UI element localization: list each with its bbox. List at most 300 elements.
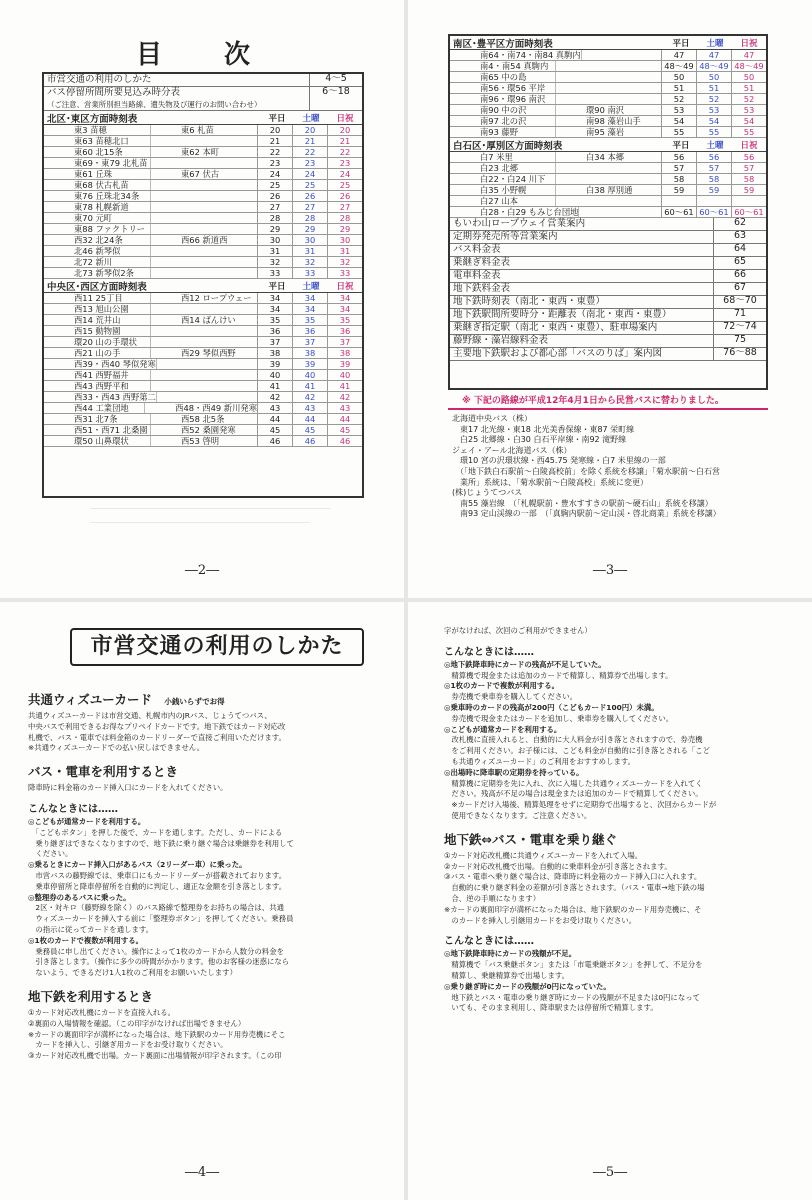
route-name: 白23 北郷: [450, 163, 556, 173]
page-weekday: 25: [257, 180, 292, 190]
page-holiday: 33: [327, 268, 362, 278]
text-line: 地下鉄とバス・電車の乗り継ぎ時にカードの残額が不足または0円になって: [444, 992, 700, 1002]
bus-heading: バス・電車を利用するとき: [28, 764, 179, 780]
page-5-body: [444, 626, 792, 1014]
route-names: [44, 403, 257, 413]
page-number: ―3―: [592, 563, 628, 578]
section-rows-south-toyohira: [450, 50, 766, 138]
page-holiday: 45: [327, 425, 362, 435]
timetable-row[interactable]: [44, 370, 362, 381]
text-line: ないよう、できるだけ1人1枚のご利用をお願いいたします）: [28, 968, 237, 978]
route-names: [450, 127, 661, 137]
toc-row[interactable]: [450, 244, 766, 257]
toc-label: 藤野線・藻岩線料金表: [453, 334, 549, 346]
page-saturday: 30: [292, 235, 327, 245]
page-weekday: 51: [661, 83, 696, 93]
page-weekday: [661, 196, 696, 206]
page-holiday: 39: [327, 359, 362, 369]
toc-page: 67: [713, 283, 766, 295]
text-line: ①カード対応改札機に共通ウィズユーカードを入れて入場。: [444, 850, 643, 860]
text-line: ◎1枚のカードで複数が利用する。: [444, 681, 560, 691]
toc-row[interactable]: 市営交通の利用のしかた 4～5: [44, 74, 362, 87]
when-text: [444, 660, 792, 822]
page-weekday: 42: [257, 392, 292, 402]
route-name: [582, 50, 661, 60]
section-header-north-east: 北区･東区方面時刻表 平日 土曜 日祝: [44, 111, 362, 125]
route-name: [157, 359, 257, 369]
timetable-row[interactable]: [44, 191, 362, 202]
section-rows-central-west: [44, 293, 362, 447]
usage-title: 市営交通の利用のしかた: [70, 628, 364, 666]
page-holiday: 37: [327, 337, 362, 347]
route-names: [44, 147, 257, 157]
page-saturday: 23: [292, 158, 327, 168]
page-weekday: 33: [257, 268, 292, 278]
text-line: 乗務員に申し出てください。操作によって1枚のカードから人数分の料金を: [28, 946, 284, 956]
route-name: 西51・西71 北桑園: [44, 425, 151, 435]
toc-page: 63: [713, 231, 766, 243]
text-line: も共通ウィズユーカード」のご利用をおすすめします。: [444, 756, 636, 766]
toc-label: 乗継ぎ指定駅（南北・東西・東豊）、駐車場案内: [453, 321, 658, 333]
text-line: 乗り継ぎはできなくなりますので、地下鉄に乗り継ぐ場合は乗継券を利用して: [28, 838, 294, 848]
toc-page: 68～70: [713, 296, 766, 308]
route-name: [151, 213, 257, 223]
page-weekday: 30: [257, 235, 292, 245]
route-names: [44, 213, 257, 223]
page-holiday: 52: [731, 94, 766, 104]
subway-text: [28, 1008, 368, 1062]
page-holiday: 40: [327, 370, 362, 380]
toc-row[interactable]: [450, 322, 766, 335]
page-weekday: 21: [257, 136, 292, 146]
page-saturday: [696, 196, 731, 206]
route-name: [151, 246, 257, 256]
text-line: ◎こどもが通常カードを利用する。: [444, 724, 562, 734]
transfer-text: [444, 851, 792, 927]
timetable-row[interactable]: [44, 235, 362, 246]
route-names: [450, 152, 661, 162]
route-name: 北46 新琴似: [44, 246, 151, 256]
route-name: 白27 山本: [450, 196, 556, 206]
route-name: 南98 藻岩山手: [586, 116, 641, 126]
page-weekday: 20: [257, 125, 292, 135]
route-names: [450, 196, 661, 206]
route-name: 西66 新道西: [181, 235, 228, 245]
page-holiday: 34: [327, 304, 362, 314]
toc-row[interactable]: [450, 335, 766, 348]
timetable-row[interactable]: [44, 125, 362, 136]
text-line: いても、そのまま利用し、降車駅または停留所で精算します。: [444, 1003, 658, 1013]
page-saturday: 60～61: [696, 207, 731, 217]
timetable-row[interactable]: [450, 127, 766, 138]
timetable-row[interactable]: [44, 381, 362, 392]
route-name: 北72 新川: [44, 257, 151, 267]
text-line: 精算機に定期券を先に入れ、次に入場した共通ウィズユーカードを入れてく: [444, 778, 703, 788]
toc-label: 定期券発売所等営業案内: [453, 230, 558, 242]
text-line: ※共通ウィズユーカードでの払い戻しはできません。: [28, 743, 205, 753]
route-names: [44, 158, 257, 168]
timetable-row[interactable]: [44, 224, 362, 235]
page-saturday: 41: [292, 381, 327, 391]
toc-row[interactable]: [450, 270, 766, 283]
route-name: 西39・西40 琴似発寒: [44, 359, 157, 369]
route-name: 西29 琴似西野: [181, 348, 236, 358]
page-holiday: 51: [731, 83, 766, 93]
page-weekday: 34: [257, 293, 292, 303]
timetable-row[interactable]: [44, 257, 362, 268]
timetable-row[interactable]: [44, 304, 362, 315]
toc-row[interactable]: [450, 309, 766, 322]
page-holiday: 46: [327, 436, 362, 446]
route-name: [556, 94, 661, 104]
route-name: 白7 米里: [450, 152, 556, 162]
timetable-row[interactable]: [44, 425, 362, 436]
card-text: [28, 711, 368, 754]
page-weekday: 34: [257, 304, 292, 314]
route-name: 南93 藤野: [450, 127, 556, 137]
route-name: 東60 北15条: [44, 147, 151, 157]
timetable-row[interactable]: [44, 202, 362, 213]
section-header-central-west: 中央区･西区方面時刻表 平日 土曜 日祝: [44, 279, 362, 293]
route-names: [450, 83, 661, 93]
text-line: ◎こどもが通常カードを利用する。: [28, 816, 146, 826]
page-holiday: 20: [327, 125, 362, 135]
timetable-row[interactable]: [450, 94, 766, 105]
route-name: 西53 啓明: [181, 436, 220, 446]
page-saturday: 33: [292, 268, 327, 278]
page-holiday: 53: [731, 105, 766, 115]
text-line: 2区・対キロ（藤野線を除く）のバス路線で整理券をお持ちの場合は、共通: [28, 903, 284, 913]
page-saturday: 53: [696, 105, 731, 115]
route-name: 環20 山の手環状: [44, 337, 151, 347]
route-names: [44, 348, 257, 358]
route-name: [151, 180, 257, 190]
toc-label: 地下鉄駅間所要時分・距離表（南北・東西・東豊）: [453, 308, 672, 320]
toc-label: 主要地下鉄駅および都心部「バスのりば」案内図: [453, 347, 663, 359]
toc-page: 64: [713, 244, 766, 256]
timetable-row[interactable]: [44, 326, 362, 337]
timetable-row[interactable]: [44, 436, 362, 447]
timetable-row[interactable]: [450, 83, 766, 94]
timetable-row[interactable]: [44, 180, 362, 191]
text-line: ◎1枚のカードで複数が利用する。: [28, 935, 144, 945]
route-names: [450, 72, 661, 82]
page-saturday: 56: [696, 152, 731, 162]
route-name: [151, 257, 257, 267]
page-saturday: 35: [292, 315, 327, 325]
page-weekday: 60～61: [661, 207, 696, 217]
page-weekday: 38: [257, 348, 292, 358]
toc-label: 地下鉄時刻表（南北・東西・東豊）: [453, 295, 606, 307]
timetable-row[interactable]: [450, 116, 766, 127]
page-holiday: 59: [731, 185, 766, 195]
timetable-row[interactable]: [44, 392, 362, 403]
text-line: ②カード対応改札機で出場。自動的に乗車料金が引き落とされます。: [444, 861, 672, 871]
page-saturday: 27: [292, 202, 327, 212]
route-name: 東88 ファクトリー: [44, 224, 151, 234]
route-name: 西58 北5条: [181, 414, 225, 424]
text-line: カードを挿入し、引継ぎ用カードをお受け取りください。: [28, 1040, 228, 1050]
text-line: 共通ウィズユーカードは市営交通、札幌市内のJRバス、じょうてつバス、: [28, 711, 272, 720]
route-name: 白38 厚別通: [586, 185, 633, 195]
page-saturday: 48～49: [696, 61, 731, 71]
timetable-row[interactable]: [44, 246, 362, 257]
when-text: [28, 817, 368, 979]
timetable-row[interactable]: [44, 348, 362, 359]
route-names: [44, 414, 257, 424]
timetable-row[interactable]: [44, 359, 362, 370]
route-names: [44, 169, 257, 179]
route-name: 環90 南沢: [586, 105, 625, 115]
route-transfer-notice: ※ 下記の路線が平成12年4月1日から民営バスに替わりました。: [462, 396, 724, 406]
page-weekday: 36: [257, 326, 292, 336]
page-holiday: 31: [327, 246, 362, 256]
text-line: ②裏面の入場情報を確認。（この印字がなければ出場できません）: [28, 1018, 246, 1028]
page-holiday: 44: [327, 414, 362, 424]
when-heading: こんなときには……: [444, 936, 534, 948]
toc-page: 71: [713, 309, 766, 321]
route-name: [151, 268, 257, 278]
route-name: 白28・白29 もみじ台団地: [450, 207, 579, 217]
page-holiday: 29: [327, 224, 362, 234]
text-line: 改札機に直接入れると、自動的に大人料金が引き落とされますので、券売機: [444, 735, 703, 745]
route-names: [44, 293, 257, 303]
section-header-south-toyohira: 南区･豊平区方面時刻表 平日 土曜 日祝: [450, 36, 766, 50]
page-weekday: 48～49: [661, 61, 696, 71]
page-holiday: 35: [327, 315, 362, 325]
page-saturday: 59: [696, 185, 731, 195]
route-name: 東67 伏古: [181, 169, 220, 179]
text-line: 乗車停留所と降車停留所を自動的に判定し、適正な金額を引き落とします。: [28, 881, 287, 891]
page-holiday: 34: [327, 293, 362, 303]
route-name: 南95 藻岩: [586, 127, 625, 137]
route-name: 南90 中の沢: [450, 105, 556, 115]
timetable-row[interactable]: [450, 207, 766, 218]
toc-label: 地下鉄料金表: [453, 282, 511, 294]
route-name: 南56・環56 平岸: [450, 83, 556, 93]
timetable-row[interactable]: [450, 163, 766, 174]
timetable-row[interactable]: [44, 268, 362, 279]
route-name: [151, 381, 257, 391]
route-name: 東70 元町: [44, 213, 151, 223]
text-line: のカードを挿入し引継用カードをお受け取りください。: [444, 915, 637, 925]
route-name: 西11 25丁目: [44, 293, 151, 303]
text-line: 券売機で乗車券を購入してください。: [444, 692, 578, 702]
page-saturday: 32: [292, 257, 327, 267]
route-name: 南64・南74・南84 真駒内: [450, 50, 582, 60]
route-names: [44, 337, 257, 347]
toc-page: 72～74: [713, 322, 766, 334]
toc-row[interactable]: [450, 231, 766, 244]
bus-text: 降車時に料金箱のカード挿入口にカードを入れてください。: [28, 783, 228, 793]
page-title: 目 次: [135, 40, 268, 70]
timetable-row[interactable]: [44, 403, 362, 414]
route-name: 東3 苗穂: [44, 125, 151, 135]
timetable-row[interactable]: [44, 169, 362, 180]
page-saturday: 39: [292, 359, 327, 369]
route-names: [450, 207, 661, 217]
timetable-row[interactable]: [450, 196, 766, 207]
route-name: 東76 丘珠北34条: [44, 191, 151, 201]
page-holiday: 41: [327, 381, 362, 391]
page-weekday: 52: [661, 94, 696, 104]
page-weekday: 23: [257, 158, 292, 168]
route-name: 東63 苗穂北口: [44, 136, 151, 146]
page-saturday: 34: [292, 304, 327, 314]
route-name: [151, 326, 257, 336]
route-name: [556, 61, 661, 71]
route-names: [44, 326, 257, 336]
route-name: 白34 本郷: [586, 152, 625, 162]
route-names: [450, 61, 661, 71]
page-weekday: 27: [257, 202, 292, 212]
page-weekday: 56: [661, 152, 696, 162]
page-saturday: 45: [292, 425, 327, 435]
page-saturday: 52: [696, 94, 731, 104]
route-names: [44, 191, 257, 201]
text-line: 合、逆の手順になります）: [444, 893, 541, 903]
page-holiday: 24: [327, 169, 362, 179]
route-name: 東62 本町: [181, 147, 220, 157]
route-names: [44, 180, 257, 190]
page-holiday: 56: [731, 152, 766, 162]
text-line: ③カード対応改札機で出場。カード裏面に出場情報が印字されます。（この印: [28, 1051, 282, 1061]
route-names: [44, 136, 257, 146]
timetable-row[interactable]: [450, 72, 766, 83]
route-name: 東78 札幌新道: [44, 202, 151, 212]
timetable-row[interactable]: [44, 136, 362, 147]
timetable-row[interactable]: [44, 147, 362, 158]
page-saturday: 42: [292, 392, 327, 402]
route-names: [44, 268, 257, 278]
route-name: 白22・白24 川下: [450, 174, 556, 184]
page-weekday: 39: [257, 359, 292, 369]
page-saturday: 58: [696, 174, 731, 184]
toc-page: 76～88: [713, 348, 766, 360]
text-line: 札機で、バス・電車では料金箱のカードリーダーで直接ご利用いただけます。: [28, 732, 286, 742]
text-line: 精算機で「バス乗継ボタン」または「市電乗継ボタン」を押して、不足分を: [444, 960, 703, 970]
page-weekday: 41: [257, 381, 292, 391]
timetable-row[interactable]: [44, 315, 362, 326]
page-weekday: 50: [661, 72, 696, 82]
timetable-row[interactable]: [450, 50, 766, 61]
text-line: 引き落とします。（操作に多少の時間がかかります。他のお客様の迷惑になら: [28, 957, 290, 967]
text-line: 自動的に乗り継ぎ料金の差額が引き落とされます。（バス・電車→地下鉄の場: [444, 883, 705, 893]
toc-row[interactable]: [450, 257, 766, 270]
page-weekday: 29: [257, 224, 292, 234]
page-saturday: 44: [292, 414, 327, 424]
page-holiday: 32: [327, 257, 362, 267]
text-line: ③バス・電車へ乗り継ぐ場合は、降車時に料金箱のカード挿入口に入れます。: [444, 872, 702, 882]
timetable-row[interactable]: [450, 105, 766, 116]
route-names: [44, 392, 257, 402]
toc-label: バス料金表: [453, 243, 501, 255]
timetable-row[interactable]: [44, 293, 362, 304]
page-weekday: 24: [257, 169, 292, 179]
page-holiday: 25: [327, 180, 362, 190]
route-names: [44, 315, 257, 325]
timetable-row[interactable]: [450, 174, 766, 185]
timetable-row[interactable]: [450, 61, 766, 72]
route-name: [556, 163, 661, 173]
text-line: ※カードの裏面印字が満杯になった場合は、地下鉄駅のカード用券売機に、そ: [444, 904, 702, 914]
route-name: [157, 392, 257, 402]
timetable-row[interactable]: [44, 337, 362, 348]
route-name: 西44 工業団地: [44, 403, 145, 413]
route-name: [556, 72, 661, 82]
page-saturday: 34: [292, 293, 327, 303]
page-holiday: 60～61: [731, 207, 766, 217]
timetable-row[interactable]: [44, 213, 362, 224]
route-name: 環50 山鼻環状: [44, 436, 151, 446]
when-heading: こんなときには……: [28, 803, 118, 815]
page-weekday: 46: [257, 436, 292, 446]
bleed-through: [90, 522, 310, 523]
page-weekday: 58: [661, 174, 696, 184]
text-line: ◎乗車時のカードの残高が200円（こどもカード100円）未満。: [444, 702, 659, 712]
page-saturday: 20: [292, 125, 327, 135]
toc-row[interactable]: バス停留所間所要見込み時分表 6～18: [44, 87, 362, 100]
route-name: 南4・南54 真駒内: [450, 61, 556, 71]
page-saturday: 24: [292, 169, 327, 179]
route-names: [44, 235, 257, 245]
timetable-row[interactable]: [44, 414, 362, 425]
text-line: ジェイ・アール北海道バス（株）: [452, 445, 572, 455]
page-5: [408, 602, 812, 1200]
route-name: 西43 西野平和: [44, 381, 151, 391]
page-saturday: 36: [292, 326, 327, 336]
route-names: [44, 436, 257, 446]
toc-page: 62: [713, 218, 766, 230]
page-number: ―2―: [184, 563, 220, 578]
page-weekday: 37: [257, 337, 292, 347]
route-names: [450, 94, 661, 104]
timetable-row[interactable]: [450, 185, 766, 196]
page-weekday: 43: [257, 403, 292, 413]
page-weekday: 59: [661, 185, 696, 195]
route-name: 西31 北7条: [44, 414, 151, 424]
route-names: [450, 185, 661, 195]
page-holiday: 38: [327, 348, 362, 358]
text-line: ださい。残高が不足の場合は現金または追加のカードで精算してください。: [444, 789, 703, 799]
text-line: 白25 北郷線・白30 白石平岸線・南92 滝野線: [452, 435, 627, 445]
route-name: [556, 196, 661, 206]
route-name: 西13 旭山公園: [44, 304, 151, 314]
route-name: [579, 207, 661, 217]
page-holiday: 22: [327, 147, 362, 157]
page-saturday: 28: [292, 213, 327, 223]
notice-underline: [448, 408, 768, 410]
route-name: 東68 伏古札苗: [44, 180, 151, 190]
toc-row[interactable]: [450, 218, 766, 231]
route-name: [151, 370, 257, 380]
page-saturday: 40: [292, 370, 327, 380]
text-line: 精算機で現金または追加のカードで精算し、精算券で出場します。: [444, 670, 673, 680]
toc-row[interactable]: [450, 348, 766, 361]
toc-row[interactable]: [450, 296, 766, 309]
page-saturday: 54: [696, 116, 731, 126]
page-saturday: 25: [292, 180, 327, 190]
route-name: 西15 動物園: [44, 326, 151, 336]
page-holiday: [731, 196, 766, 206]
timetable-row[interactable]: [44, 158, 362, 169]
route-name: 西14 荒井山: [44, 315, 151, 325]
timetable-row[interactable]: [450, 152, 766, 163]
toc-row[interactable]: [450, 283, 766, 296]
page-weekday: 55: [661, 127, 696, 137]
route-name: 南65 中の島: [450, 72, 556, 82]
page-holiday: 58: [731, 174, 766, 184]
